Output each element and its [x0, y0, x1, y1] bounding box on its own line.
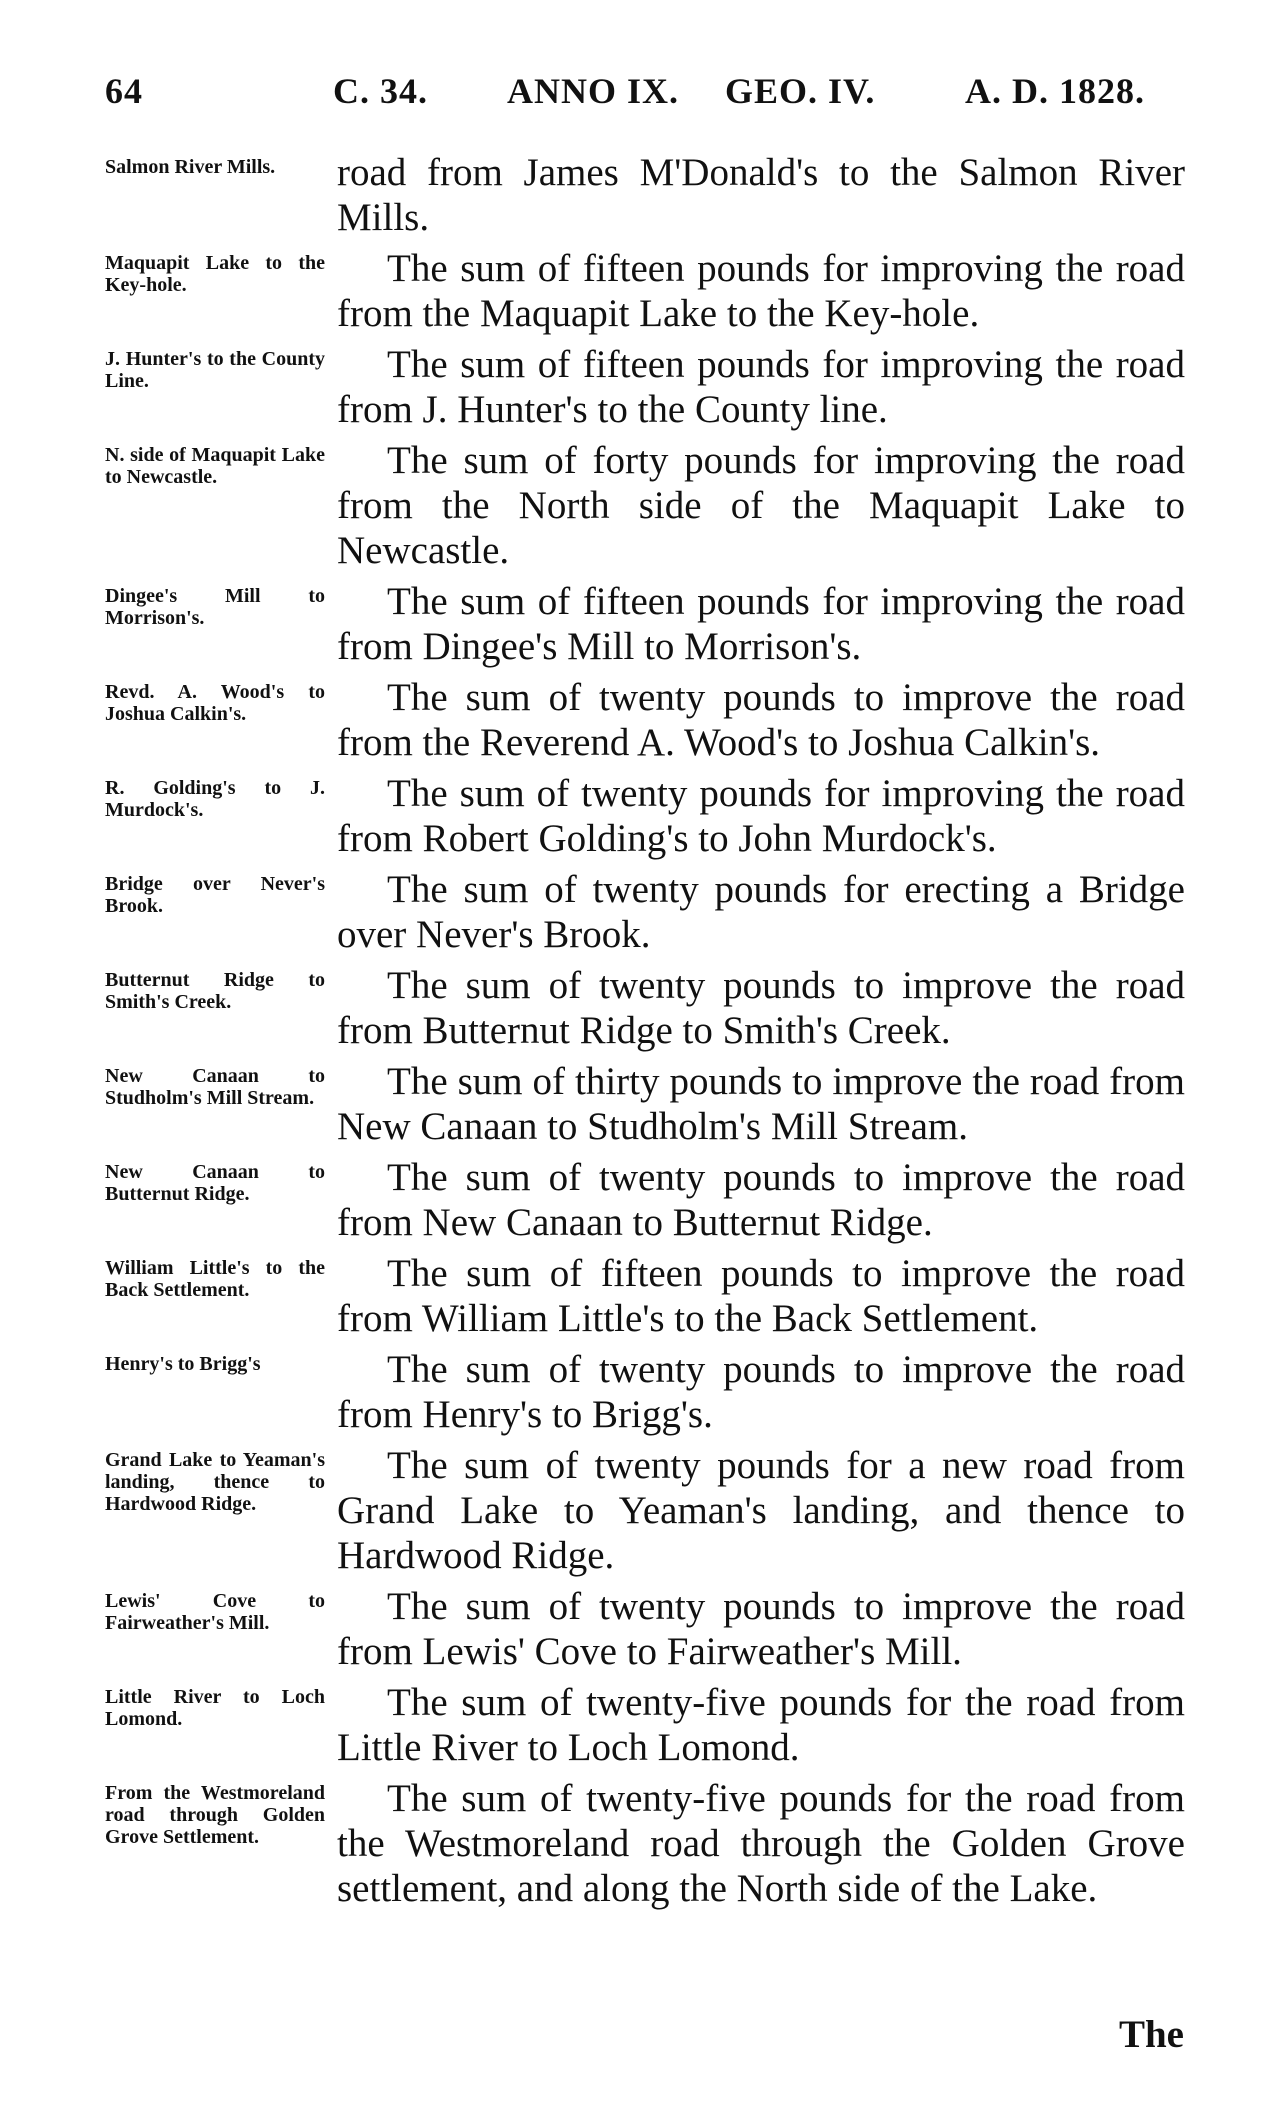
regnal-year: ANNO IX. — [507, 71, 680, 111]
entry-text: The sum of twenty pounds to improve the road from the Reverend A. Wood's to Joshua Calkin's. — [337, 676, 1185, 764]
entry — [105, 579, 1185, 669]
entry — [105, 342, 1185, 432]
marginal-note: Salmon River Mills. — [105, 156, 276, 178]
entry — [105, 1059, 1185, 1149]
page-number: 64 — [105, 71, 143, 111]
marginal-note: Revd. A. Wood's to Joshua Calkin's. — [105, 681, 325, 725]
entry-text: The sum of fifteen pounds for improving the road from the Maquapit Lake to the Key-hole. — [337, 247, 1185, 335]
entry-text: The sum of forty pounds for improving the road from the North side of the Maquapit Lake to Newcastle. — [337, 439, 1185, 572]
marginal-note: Bridge over Never's Brook. — [105, 873, 325, 917]
entry-text: The sum of twenty-five pounds for the road from the Westmoreland road through the Golden Grove settlement, and along the North side of the Lake. — [337, 1777, 1185, 1910]
entry — [105, 1155, 1185, 1245]
entry-text: road from James M'Donald's to the Salmon River Mills. — [337, 151, 1185, 239]
marginal-note: New Canaan to Studholm's Mill Stream. — [105, 1065, 325, 1109]
entry-text: The sum of twenty pounds to improve the road from New Canaan to Butternut Ridge. — [337, 1156, 1185, 1244]
marginal-note: Grand Lake to Yeaman's landing, thence to Hardwood Ridge. — [105, 1449, 325, 1515]
monarch: GEO. IV. — [725, 71, 876, 111]
marginal-note: From the Westmoreland road through Golden Grove Settlement. — [105, 1782, 325, 1848]
catchword: The — [1118, 2013, 1184, 2056]
entry — [105, 771, 1185, 861]
marginal-note: Little River to Loch Lomond. — [105, 1686, 325, 1730]
entry-text: The sum of twenty pounds for a new road from Grand Lake to Yeaman's landing, and thence to Hardwood Ridge. — [337, 1444, 1185, 1577]
entry-text: The sum of twenty pounds to improve the road from Henry's to Brigg's. — [337, 1348, 1185, 1436]
entry — [105, 1251, 1185, 1341]
entry-text: The sum of twenty pounds for improving the road from Robert Golding's to John Murdock's. — [337, 772, 1185, 860]
marginal-note: J. Hunter's to the County Line. — [105, 348, 325, 392]
entry — [105, 1584, 1185, 1674]
year: A. D. 1828. — [965, 71, 1145, 111]
entry — [105, 438, 1185, 573]
marginal-note: Henry's to Brigg's — [105, 1353, 261, 1375]
entry — [105, 675, 1185, 765]
entry-text: The sum of thirty pounds to improve the road from New Canaan to Studholm's Mill Stream. — [337, 1060, 1185, 1148]
entry — [105, 1347, 1185, 1437]
marginal-note: Maquapit Lake to the Key-hole. — [105, 252, 325, 296]
marginal-note: Butternut Ridge to Smith's Creek. — [105, 969, 325, 1013]
entry — [105, 246, 1185, 336]
entry-text: The sum of fifteen pounds for improving the road from Dingee's Mill to Morrison's. — [337, 580, 1185, 668]
entry-text: The sum of twenty pounds to improve the road from Lewis' Cove to Fairweather's Mill. — [337, 1585, 1185, 1673]
entry — [105, 1443, 1185, 1578]
page-body — [105, 150, 1185, 1917]
chapter-number: C. 34. — [333, 71, 428, 111]
entry-text: The sum of twenty pounds for erecting a Bridge over Never's Brook. — [337, 868, 1185, 956]
marginal-note: William Little's to the Back Settlement. — [105, 1257, 325, 1301]
marginal-note: N. side of Maquapit Lake to Newcastle. — [105, 444, 325, 488]
entry-text: The sum of twenty pounds to improve the road from Butternut Ridge to Smith's Creek. — [337, 964, 1185, 1052]
entry — [105, 1776, 1185, 1911]
entry — [105, 963, 1185, 1053]
marginal-note: Lewis' Cove to Fairweather's Mill. — [105, 1590, 325, 1634]
marginal-note: New Canaan to Butternut Ridge. — [105, 1161, 325, 1205]
entry-text: The sum of fifteen pounds for improving the road from J. Hunter's to the County line. — [337, 343, 1185, 431]
marginal-note: R. Golding's to J. Murdock's. — [105, 777, 325, 821]
entry — [105, 1680, 1185, 1770]
running-header — [105, 70, 1185, 120]
entry-text: The sum of twenty-five pounds for the road from Little River to Loch Lomond. — [337, 1681, 1185, 1769]
marginal-note: Dingee's Mill to Morrison's. — [105, 585, 325, 629]
entry — [105, 867, 1185, 957]
entry-text: The sum of fifteen pounds to improve the road from William Little's to the Back Settlement. — [337, 1252, 1185, 1340]
entry — [105, 150, 1185, 240]
